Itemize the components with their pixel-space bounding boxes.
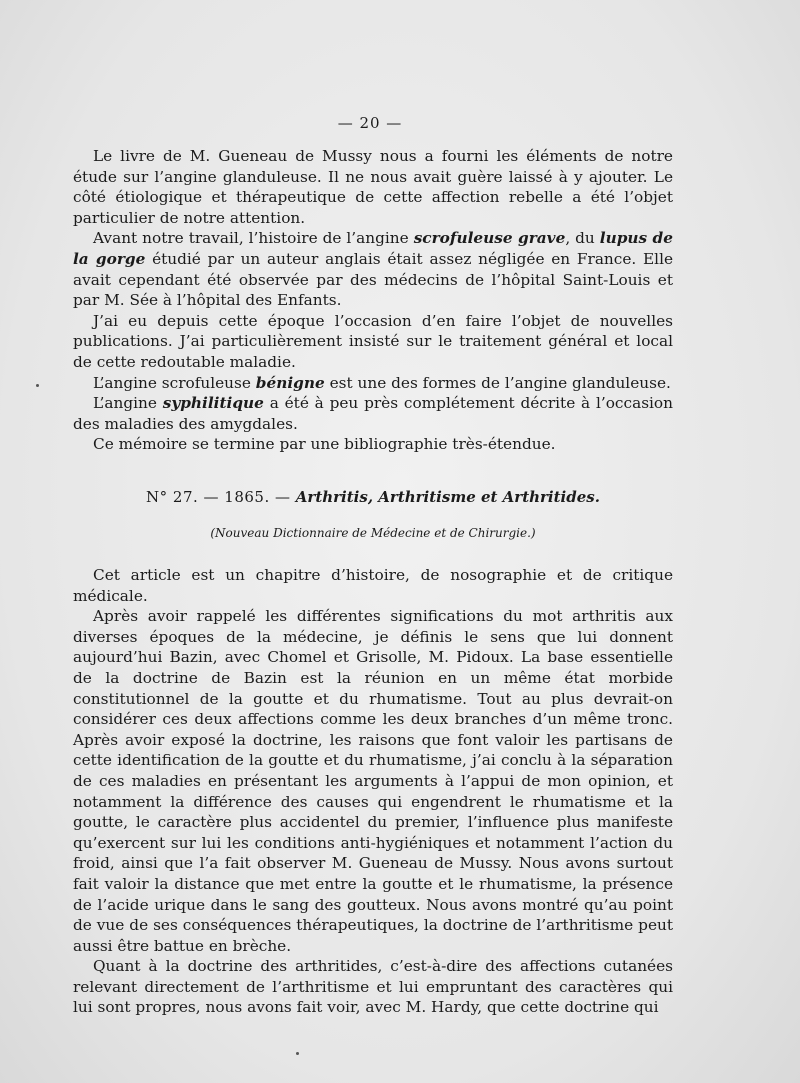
paragraph: Cet article est un chapitre d’histoire, de nosographie et de critique médicale. — [73, 566, 673, 605]
paragraph — [73, 228, 673, 310]
paragraph — [73, 393, 673, 434]
entry-heading — [73, 488, 673, 506]
paragraph: Quant à la doctrine des arthritides, c’est-à-dire des affections cutanées relevant directement de l’arthritisme et lui empruntant des caractères qui lui sont propres, nous avons fait voir, avec M. Hardy, que cette doctrine qui — [73, 957, 673, 1017]
italic-term: bénigne — [255, 373, 325, 392]
text-run: Avant notre travail, l’histoire de l’angine — [93, 229, 414, 248]
paragraph: Le livre de M. Gueneau de Mussy nous a fourni les éléments de notre étude sur l’angine glanduleuse. Il ne nous avait guère laissé à y ajouter. Le côté étiologique et thérapeutique de cette affection rebelle a été l’objet particulier de notre attention. — [73, 147, 673, 227]
section-angine — [73, 146, 673, 455]
text-run: L’angine scrofuleuse — [93, 373, 256, 392]
italic-term: syphilitique — [162, 394, 264, 413]
text-run: a été à peu près complétement décrite à l’occasion des maladies des amygdales. — [73, 394, 673, 433]
text-run: , du — [565, 229, 600, 248]
entry-source: (Nouveau Dictionnaire de Médecine et de Chirurgie.) — [210, 526, 536, 540]
text-run: L’angine — [93, 394, 163, 413]
paragraph: Ce mémoire se termine par une bibliographie très-étendue. — [93, 435, 556, 454]
text-run: est une des formes de l’angine glanduleuse. — [324, 373, 671, 392]
section-arthritis — [73, 565, 673, 1018]
paragraph: J’ai eu depuis cette époque l’occasion d’en faire l’objet de nouvelles publications. J’ai particulièrement insisté sur le traitement général et local de cette redoutable maladie. — [73, 311, 673, 371]
entry-title: Arthritis, Arthritisme et Arthritides. — [295, 488, 600, 506]
paper-speck — [296, 1052, 299, 1055]
paper-speck — [36, 384, 39, 387]
entry-number: N° 27. — 1865. — — [146, 488, 296, 506]
text-run: étudié par un auteur anglais était assez négligée en France. Elle avait cependant été observée par des médecins de l’hôpital Saint-Louis et par M. Sée à l’hôpital des Enfants. — [73, 249, 674, 310]
italic-term: lupus de la gorge — [73, 229, 673, 268]
paragraph: Après avoir rappelé les différentes significations du mot arthritis aux diverses époques de la médecine, je définis le sens que lui donnent aujourd’hui Bazin, avec Chomel et Grisolle, M. Pidoux. La base essentielle de la doctrine de Bazin est la réunion en un même état morbide constitutionnel de la goutte et du rhumatisme. Tout au plus devrait-on considérer ces deux affections comme les deux branches d’un même tronc. Après avoir exposé la doctrine, les raisons que font valoir les partisans de cette identification de la goutte et du rhumatisme, j’ai conclu à la séparation de ces maladies en présentant les arguments à l’appui de mon opinion, et notamment la différence des causes qui engendrent le rhumatisme et la goutte, le caractère plus accidentel du premier, l’influence plus manifeste qu’exercent sur lui les conditions anti-hygiéniques et notamment l’action du froid, ainsi que l’a fait observer M. Gueneau de Mussy. Nous avons surtout fait valoir la distance que met entre la goutte et le rhumatisme, la présence de l’acide urique dans le sang des goutteux. Nous avons montré qu’au point de vue de ses conséquences thérapeutiques, la doctrine de l’arthritisme peut aussi être battue en brèche. — [73, 607, 673, 955]
page-number: — 20 — — [337, 114, 403, 132]
paragraph — [73, 373, 673, 394]
italic-term: scrofuleuse grave — [413, 229, 566, 248]
